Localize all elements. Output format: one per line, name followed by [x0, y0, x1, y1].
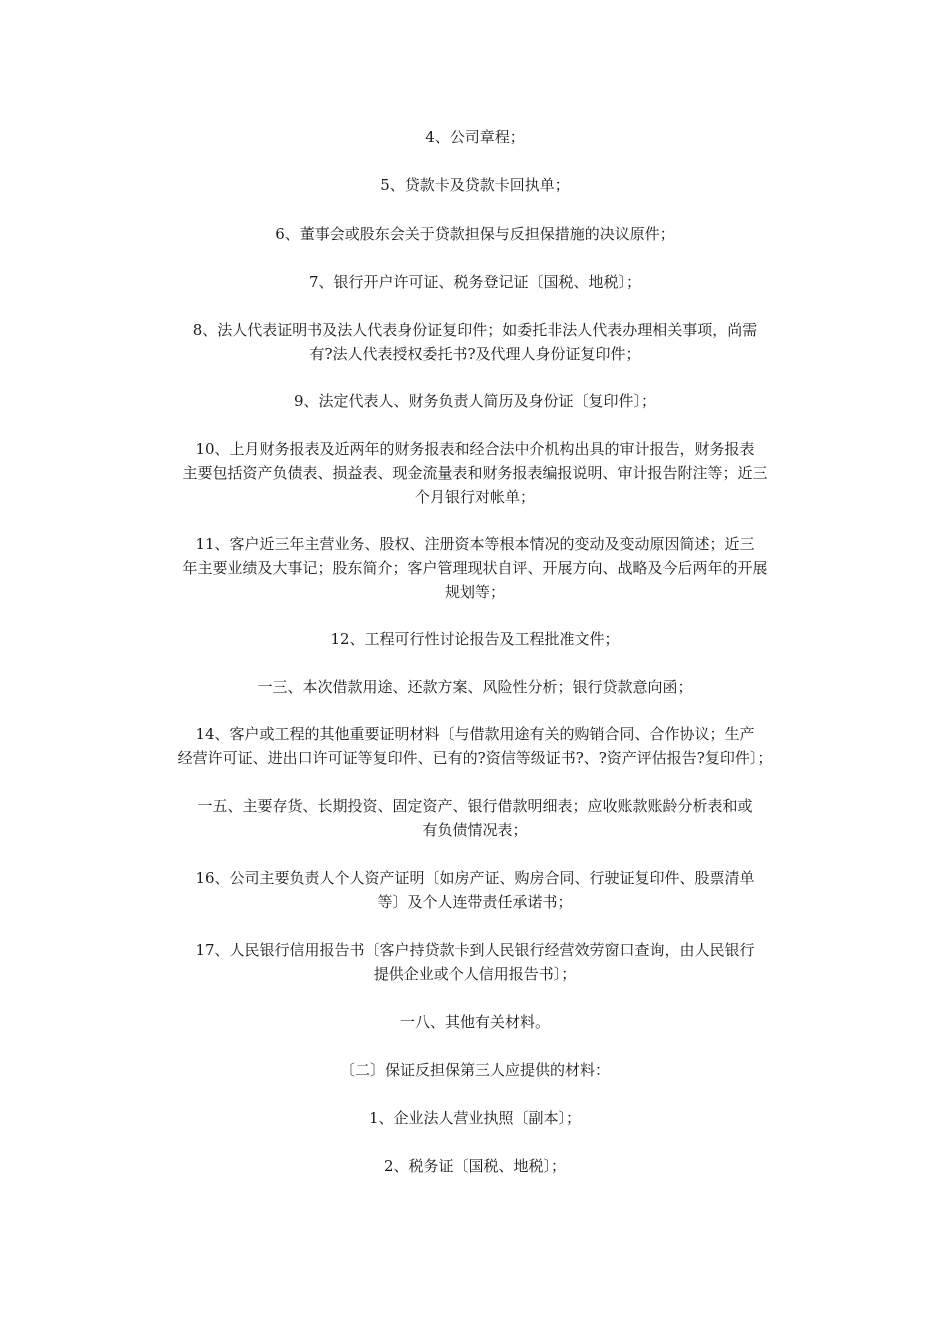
paragraph-item-10-line-2: 主要包括资产负债表、损益表、现金流量表和财务报表编报说明、审计报告附注等；近三	[182, 464, 768, 482]
paragraph-item-15-line-1: 一五、主要存货、长期投资、固定资产、银行借款明细表；应收账款账龄分析表和或	[197, 797, 753, 815]
paragraph-item-11-line-3: 规划等；	[444, 583, 505, 601]
paragraph-item-8-line-1: 8、法人代表证明书及法人代表身份证复印件；如委托非法人代表办理相关事项，尚需	[192, 321, 758, 339]
paragraph-item-15-line-2: 有负债情况表；	[422, 821, 528, 839]
paragraph-item-9: 9、法定代表人、财务负责人简历及身份证〔复印件〕；	[293, 392, 657, 410]
paragraph-item-8-line-2: 有?法人代表授权委托书?及代理人身份证复印件；	[309, 345, 641, 363]
section-heading-guarantor: 〔二〕保证反担保第三人应提供的材料：	[339, 1061, 610, 1079]
paragraph-item-10-line-3: 个月银行对帐单；	[414, 488, 535, 506]
paragraph-item-4: 4、公司章程；	[425, 128, 525, 146]
paragraph-item-14-line-1: 14、客户或工程的其他重要证明材料〔与借款用途有关的购销合同、合作协议；生产	[195, 725, 755, 743]
paragraph-item-6: 6、董事会或股东会关于贷款担保与反担保措施的决议原件；	[275, 225, 675, 243]
paragraph-item-11-line-1: 11、客户近三年主营业务、股权、注册资本等根本情况的变动及变动原因简述；近三	[195, 535, 755, 553]
paragraph-item-16-line-1: 16、公司主要负责人个人资产证明〔如房产证、购房合同、行驶证复印件、股票清单	[195, 869, 755, 887]
guarantor-item-2: 2、税务证〔国税、地税〕；	[383, 1157, 567, 1175]
paragraph-item-16-line-2: 等〕及个人连带责任承诺书；	[377, 893, 573, 911]
paragraph-item-17-line-2: 提供企业或个人信用报告书〕；	[373, 965, 577, 983]
paragraph-item-7: 7、银行开户许可证、税务登记证〔国税、地税〕；	[308, 273, 642, 291]
paragraph-item-12: 12、工程可行性讨论报告及工程批准文件；	[330, 630, 620, 648]
paragraph-item-10-line-1: 10、上月财务报表及近两年的财务报表和经合法中介机构出具的审计报告，财务报表	[195, 440, 755, 458]
paragraph-item-11-line-2: 年主要业绩及大事记；股东简介；客户管理现状自评、开展方向、战略及今后两年的开展	[182, 559, 768, 577]
paragraph-item-13: 一三、本次借款用途、还款方案、风险性分析；银行贷款意向函；	[257, 678, 693, 696]
paragraph-item-14-line-2: 经营许可证、进出口许可证等复印件、已有的?资信等级证书?、?资产评估报告?复印件〕；	[177, 749, 773, 767]
paragraph-item-18: 一八、其他有关材料。	[399, 1013, 550, 1031]
paragraph-item-17-line-1: 17、人民银行信用报告书〔客户持贷款卡到人民银行经营效劳窗口查询，由人民银行	[195, 941, 755, 959]
paragraph-item-5: 5、贷款卡及贷款卡回执单；	[380, 176, 570, 194]
guarantor-item-1: 1、企业法人营业执照〔副本〕；	[368, 1109, 582, 1127]
